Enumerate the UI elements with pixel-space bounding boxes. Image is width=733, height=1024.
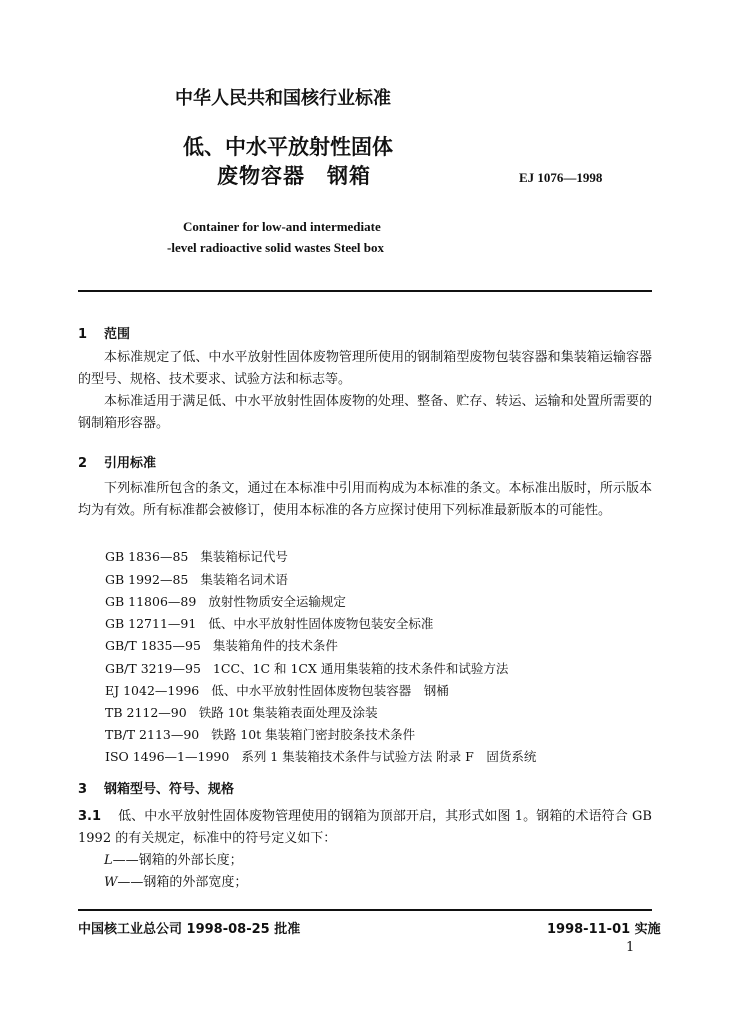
title-en-line1: Container for low-and intermediate bbox=[183, 219, 381, 234]
definition-text: ——钢箱的外部宽度； bbox=[117, 875, 248, 890]
definition-W bbox=[104, 872, 247, 894]
paragraph-text: 本标准规定了低、中水平放射性固体废物管理所使用的钢制箱型废物包装容器和集装箱运输容器的型号、规格、技术要求、试验方法和标志等。 bbox=[78, 350, 652, 387]
section-title: 引用标准 bbox=[104, 456, 157, 471]
symbol: L bbox=[104, 853, 113, 868]
reference-item bbox=[105, 659, 508, 677]
reference-item bbox=[105, 725, 415, 743]
section-number: 1 bbox=[78, 327, 88, 342]
reference-code: GB 12711—91 bbox=[105, 616, 197, 631]
title-zh-line1: 低、中水平放射性固体 bbox=[183, 135, 393, 159]
section-1-heading bbox=[78, 323, 130, 342]
issuing-authority: 中华人民共和国核行业标准 bbox=[175, 88, 391, 109]
effective-date: 1998-11-01 实施 bbox=[547, 922, 661, 937]
paragraph-text: 低、中水平放射性固体废物管理使用的钢箱为顶部开启，其形式如图 1。钢箱的术语符合 GB 1992 的有关规定，标准中的符号定义如下： bbox=[78, 809, 652, 846]
reference-item bbox=[105, 614, 433, 632]
section-title: 范围 bbox=[104, 327, 131, 342]
paragraph-text: 下列标准所包含的条文，通过在本标准中引用而构成为本标准的条文。本标准出版时，所示版本均为有效。所有标准都会被修订，使用本标准的各方应探讨使用下列标准最新版本的可能性。 bbox=[78, 481, 652, 518]
reference-code: TB 2112—90 bbox=[105, 705, 187, 720]
header-divider bbox=[78, 290, 652, 292]
section-title: 钢箱型号、符号、规格 bbox=[104, 782, 235, 797]
reference-code: GB 1836—85 bbox=[105, 549, 189, 564]
clause-3-1 bbox=[78, 806, 652, 850]
reference-title: 集装箱标记代号 bbox=[200, 549, 288, 564]
reference-item bbox=[105, 636, 338, 654]
reference-item bbox=[105, 703, 378, 721]
approval-line: 中国核工业总公司 1998-08-25 批准 bbox=[78, 922, 301, 937]
section-1-paragraph-2 bbox=[78, 391, 652, 435]
reference-title: 集装箱名词术语 bbox=[200, 572, 288, 587]
reference-title: 1CC、1C 和 1CX 通用集装箱的技术条件和试验方法 bbox=[212, 661, 509, 676]
title-en-line2: -level radioactive solid wastes Steel box bbox=[167, 240, 384, 255]
section-2-intro bbox=[78, 478, 652, 522]
section-1-paragraph-1 bbox=[78, 347, 652, 391]
reference-code: GB 1992—85 bbox=[105, 572, 189, 587]
section-number: 2 bbox=[78, 456, 88, 471]
reference-item bbox=[105, 681, 449, 699]
definition-L bbox=[104, 850, 243, 872]
section-number: 3 bbox=[78, 782, 88, 797]
reference-item bbox=[105, 547, 288, 565]
footer-divider bbox=[78, 909, 652, 911]
reference-code: EJ 1042—1996 bbox=[105, 683, 200, 698]
reference-title: 系列 1 集装箱技术条件与试验方法 附录 F 固货系统 bbox=[241, 749, 537, 764]
reference-code: TB/T 2113—90 bbox=[105, 727, 200, 742]
reference-code: GB 11806—89 bbox=[105, 594, 197, 609]
standard-code: EJ 1076—1998 bbox=[519, 170, 603, 185]
reference-title: 放射性物质安全运输规定 bbox=[208, 594, 346, 609]
reference-title: 铁路 10t 集装箱表面处理及涂装 bbox=[198, 705, 378, 720]
section-2-heading bbox=[78, 452, 156, 471]
symbol: W bbox=[104, 875, 118, 890]
reference-item bbox=[105, 592, 346, 610]
reference-item bbox=[105, 570, 288, 588]
paragraph-text: 本标准适用于满足低、中水平放射性固体废物的处理、整备、贮存、转运、运输和处置所需要的钢制箱形容器。 bbox=[78, 394, 652, 431]
clause-number: 3.1 bbox=[78, 809, 102, 824]
reference-code: ISO 1496—1—1990 bbox=[105, 749, 230, 764]
title-zh-line2: 废物容器 钢箱 bbox=[217, 164, 371, 188]
reference-code: GB/T 3219—95 bbox=[105, 661, 201, 676]
reference-code: GB/T 1835—95 bbox=[105, 638, 201, 653]
reference-title: 集装箱角件的技术条件 bbox=[212, 638, 338, 653]
definition-text: ——钢箱的外部长度； bbox=[112, 853, 243, 868]
section-3-heading bbox=[78, 778, 234, 797]
reference-title: 铁路 10t 集装箱门密封胶条技术条件 bbox=[211, 727, 416, 742]
reference-item bbox=[105, 747, 536, 765]
page-number: 1 bbox=[626, 940, 635, 955]
reference-title: 低、中水平放射性固体废物包装安全标准 bbox=[208, 616, 434, 631]
reference-title: 低、中水平放射性固体废物包装容器 钢桶 bbox=[211, 683, 449, 698]
